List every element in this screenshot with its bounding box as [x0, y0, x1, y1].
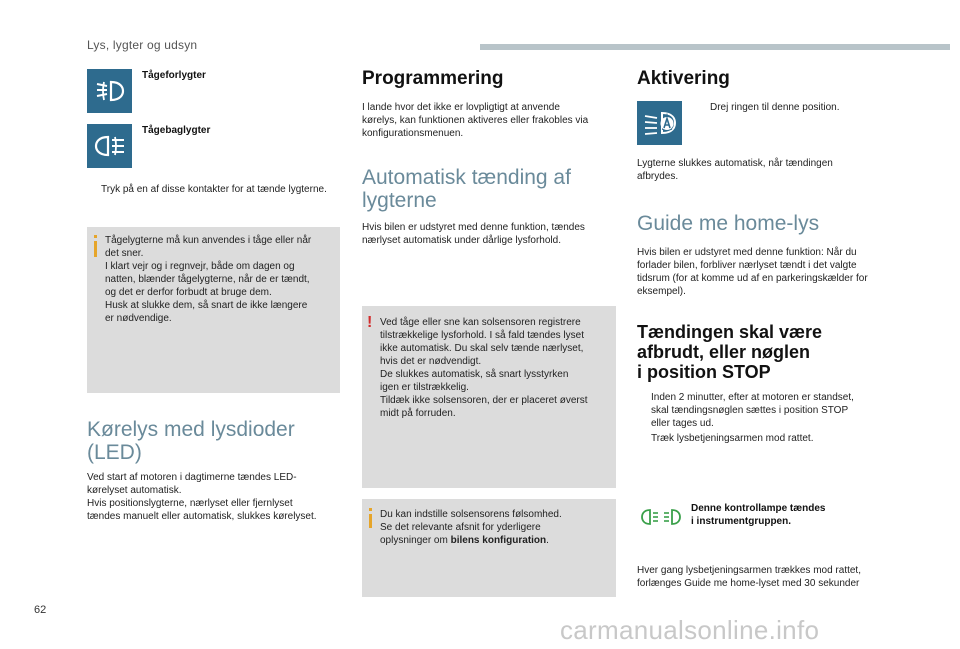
bullet-text: Drej ringen til denne position. — [710, 102, 840, 113]
bullet-marker — [87, 183, 101, 196]
lamp-label-line: i instrumentgruppen. — [691, 516, 791, 527]
body-line: Hvis positionslygterne, nærlyset eller fjernlyset — [87, 498, 293, 509]
rear-fog-lamp-icon — [87, 124, 132, 168]
auto-lights-icon — [637, 101, 682, 145]
note-line: natten, blænder tågelygterne, når de er tændt, — [105, 274, 310, 285]
ignition-heading-line: Tændingen skal være — [637, 322, 823, 342]
body-line: kørelys, kan funktionen aktiveres eller frakobles via — [362, 115, 589, 126]
bullet-marker — [696, 101, 710, 114]
body-line: Lygterne slukkes automatisk, når tændingen — [637, 158, 833, 169]
body-line: Ved start af motoren i dagtimerne tændes LED- — [87, 472, 297, 483]
info-line: Du kan indstille solsensorens følsomhed. — [380, 509, 562, 520]
ignition-heading-line: i position STOP — [637, 362, 771, 382]
ignition-heading-line: afbrudt, eller nøglen — [637, 342, 811, 362]
bullet-line: skal tændingsnøglen sættes i position STOP — [651, 405, 849, 416]
ignition-heading — [637, 322, 902, 382]
section-header: Lys, lygter og udsyn — [87, 38, 198, 52]
warning-line: hvis det er nødvendigt. — [380, 356, 482, 367]
body-line: tændes manuelt eller automatisk, slukkes kørelyset. — [87, 511, 317, 522]
press-switch-bullet — [87, 183, 327, 196]
sensor-warning-note — [362, 306, 616, 488]
auto-heading-line: Automatisk tænding af — [362, 166, 571, 189]
led-heading — [87, 418, 347, 464]
bullet-line: eller tages ud. — [651, 418, 714, 429]
note-line: Tågelygterne må kun anvendes i tåge eller når — [105, 235, 312, 246]
body-line: afbrydes. — [637, 171, 679, 182]
turn-ring-bullet — [696, 101, 896, 114]
bullet-text: Tryk på en af disse kontakter for at tænde lygterne. — [101, 184, 327, 195]
bullet-text: Træk lysbetjeningsarmen mod rattet. — [651, 433, 814, 444]
header-bar — [480, 44, 950, 50]
front-fog-lamp-icon — [87, 69, 132, 113]
ignition-bullet-2 — [637, 432, 902, 445]
led-body — [87, 471, 347, 523]
info-text-end: . — [546, 535, 549, 546]
bullet-marker — [637, 391, 651, 430]
body-line: Hvis bilen er udstyret med denne funktion, tændes — [362, 222, 585, 233]
page-number: 62 — [34, 604, 47, 616]
warning-line: Tildæk ikke solsensoren, der er placeret øverst — [380, 395, 588, 406]
fog-info-note — [87, 227, 340, 393]
body-line: nærlyset automatisk under dårlige lysforhold. — [362, 235, 561, 246]
info-marker-dot — [369, 508, 372, 511]
warning-line: Ved tåge eller sne kan solsensoren registrere — [380, 317, 581, 328]
programming-heading: Programmering — [362, 68, 504, 89]
sensor-info-note — [362, 499, 616, 597]
ignition-bullet-1 — [637, 391, 902, 430]
lamp-label-line: Denne kontrollampe tændes — [691, 503, 826, 514]
note-line: Husk at slukke dem, så snart de ikke længere — [105, 300, 308, 311]
guide-me-home-body — [637, 246, 902, 298]
activation-body — [637, 157, 897, 183]
auto-lights-heading — [362, 166, 617, 212]
info-line-3 — [380, 534, 608, 547]
warning-line: igen er tilstrækkelig. — [380, 382, 469, 393]
final-body — [637, 564, 902, 590]
warning-line: tilstrækkelige lysforhold. I så fald tændes lyset — [380, 330, 584, 341]
activation-heading: Aktivering — [637, 68, 730, 89]
warning-icon: ! — [367, 314, 373, 331]
body-line: Hver gang lysbetjeningsarmen trækkes mod rattet, — [637, 565, 861, 576]
vehicle-config-link-text: bilens konfiguration — [450, 535, 547, 546]
info-text: oplysninger om — [380, 535, 451, 546]
lamp-label — [691, 502, 901, 528]
info-marker-bar — [369, 514, 372, 528]
auto-heading-line: lygterne — [362, 189, 437, 212]
body-line: Hvis bilen er udstyret med denne funktion: Når du — [637, 247, 857, 258]
body-line: kørelyset automatisk. — [87, 485, 182, 496]
info-marker-dot — [94, 235, 97, 238]
bullet-marker — [637, 432, 651, 445]
warning-line: ikke automatisk. Du skal selv tænde nærlyset, — [380, 343, 584, 354]
body-line: konfigurationsmenuen. — [362, 128, 464, 139]
warning-line: De slukkes automatisk, så snart lysstyrken — [380, 369, 569, 380]
auto-lights-body — [362, 221, 617, 247]
body-line: I lande hvor det ikke er lovpligtigt at anvende — [362, 102, 560, 113]
body-line: forlænges Guide me home-lyset med 30 sekunder — [637, 578, 860, 589]
warning-line: midt på forruden. — [380, 408, 456, 419]
body-line: tidsrum (for at komme ud af en parkeringskælder for — [637, 273, 868, 284]
note-line: og det er derfor forbudt at bruge dem. — [105, 287, 272, 298]
info-marker-bar — [94, 241, 97, 257]
watermark: carmanualsonline.info — [560, 615, 820, 645]
bullet-line: Inden 2 minutter, efter at motoren er standset, — [651, 392, 854, 403]
programming-body — [362, 101, 617, 140]
rear-fog-label: Tågebaglygter — [142, 125, 211, 136]
body-line: eksempel). — [637, 286, 686, 297]
note-line: det sner. — [105, 248, 144, 259]
front-fog-label: Tågeforlygter — [142, 70, 206, 81]
led-heading-line: Kørelys med lysdioder — [87, 418, 295, 441]
note-line: er nødvendige. — [105, 313, 172, 324]
guide-me-home-heading: Guide me home-lys — [637, 212, 820, 235]
guide-me-home-lamp-icon — [640, 506, 682, 528]
led-heading-line: (LED) — [87, 441, 142, 464]
body-line: forlader bilen, forbliver nærlyset tændt i det valgte — [637, 260, 857, 271]
note-line: I klart vejr og i regnvejr, både om dagen og — [105, 261, 295, 272]
info-line: Se det relevante afsnit for yderligere — [380, 522, 541, 533]
